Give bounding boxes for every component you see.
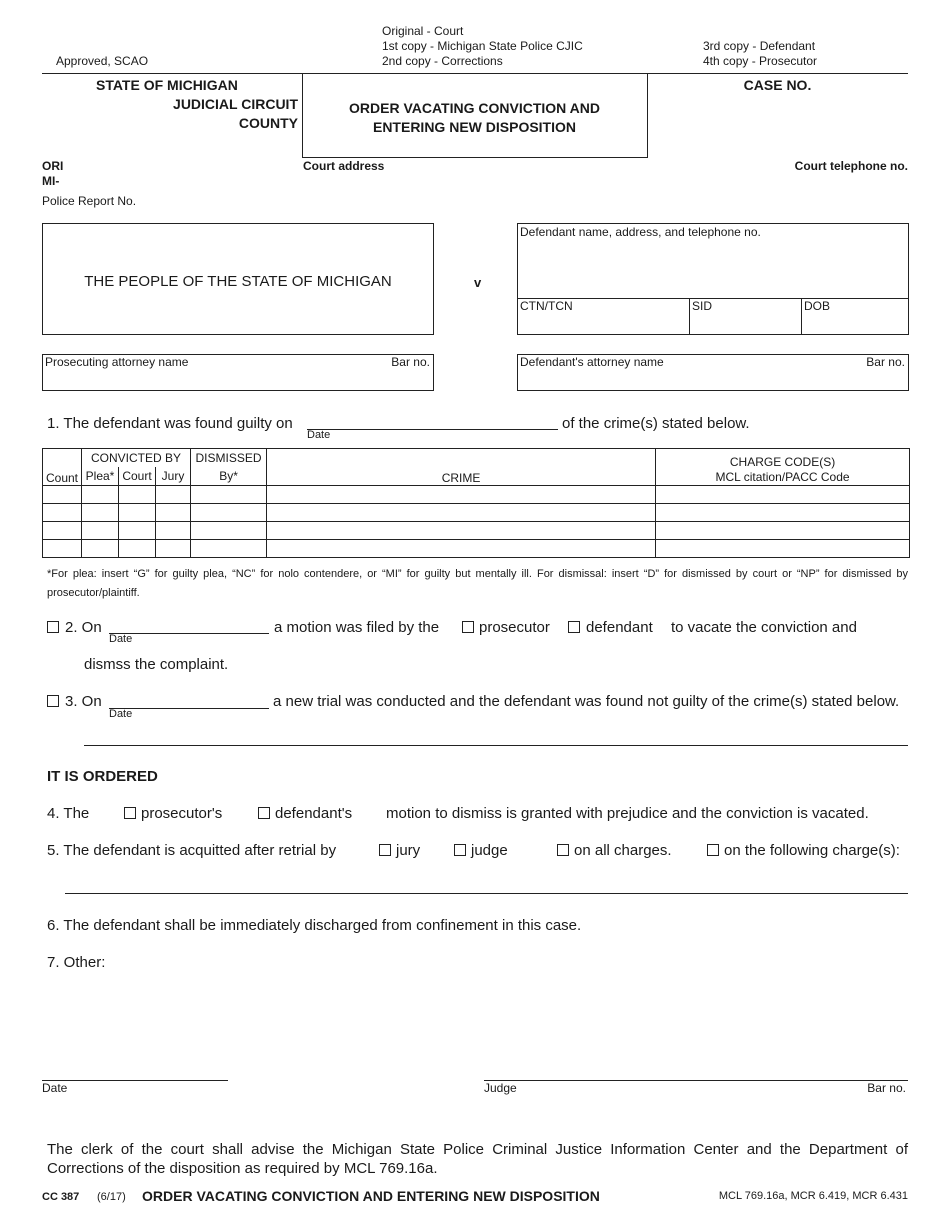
item4-prosecutor-label: prosecutor's xyxy=(141,805,223,822)
item5-charges-field[interactable] xyxy=(65,893,908,894)
col-charge-code: CHARGE CODE(S) xyxy=(729,455,836,469)
people-label: THE PEOPLE OF THE STATE OF MICHIGAN xyxy=(84,273,392,290)
item3-text: a new trial was conducted and the defendant was found not guilty of the crime(s) stated below. xyxy=(273,693,900,710)
item2-prosecutor-checkbox[interactable] xyxy=(462,621,474,633)
distribution-copy-1: 1st copy - Michigan State Police CJIC xyxy=(382,39,583,53)
col-by: By* xyxy=(219,469,238,483)
signature-date-field[interactable] xyxy=(42,1080,228,1081)
sid-label: SID xyxy=(692,299,713,313)
item5-judge-checkbox[interactable] xyxy=(454,844,466,856)
dob-label: DOB xyxy=(804,299,831,313)
item2-text2: to vacate the conviction and xyxy=(671,619,857,636)
people-box xyxy=(42,223,434,335)
item3-num: 3. On xyxy=(65,693,102,710)
distribution-original: Original - Court xyxy=(382,24,464,38)
ctn-label: CTN/TCN xyxy=(520,299,573,313)
item5-jury-checkbox[interactable] xyxy=(379,844,391,856)
distribution-copy-2: 2nd copy - Corrections xyxy=(382,54,503,68)
item2-date-field[interactable] xyxy=(109,633,269,634)
case-no-label: CASE NO. xyxy=(743,77,812,93)
prosecutor-box[interactable] xyxy=(42,354,434,391)
item2-prosecutor-label: prosecutor xyxy=(479,619,550,636)
ordered-heading: IT IS ORDERED xyxy=(47,768,158,785)
case-no-field[interactable] xyxy=(660,100,900,150)
item6-text: 6. The defendant shall be immediately discharged from confinement in this case. xyxy=(47,917,582,934)
table-row[interactable] xyxy=(43,486,910,504)
item5-jury-label: jury xyxy=(396,842,421,859)
item4-defendant-label: defendant's xyxy=(275,805,353,822)
defense-name-label: Defendant's attorney name xyxy=(520,355,664,369)
distribution-copy-3: 3rd copy - Defendant xyxy=(703,39,816,53)
item3-date-label: Date xyxy=(109,708,133,720)
item4-prosecutor-checkbox[interactable] xyxy=(124,807,136,819)
county-label: COUNTY xyxy=(238,115,298,131)
item3-crimes-field[interactable] xyxy=(84,745,908,746)
state-label: STATE OF MICHIGAN xyxy=(96,77,238,93)
item2-defendant-checkbox[interactable] xyxy=(568,621,580,633)
prosecutor-name-label: Prosecuting attorney name xyxy=(45,355,189,369)
judge-label: Judge xyxy=(484,1081,517,1095)
clerk-note: The clerk of the court shall advise the Michigan State Police Criminal Justice Information Center and the Department of Corrections of the disposition as required by MCL 769.16a. xyxy=(47,1141,908,1177)
judge-bar-label: Bar no. xyxy=(867,1081,906,1095)
footer-title: ORDER VACATING CONVICTION AND ENTERING NEW DISPOSITION xyxy=(142,1188,600,1204)
approved-text: Approved, SCAO xyxy=(56,54,149,68)
item5-all-charges-checkbox[interactable] xyxy=(557,844,569,856)
footer-citation: MCL 769.16a, MCR 6.419, MCR 6.431 xyxy=(718,1190,908,1202)
item1-date-label: Date xyxy=(307,429,331,441)
item5-following-checkbox[interactable] xyxy=(707,844,719,856)
defense-attorney-box[interactable] xyxy=(517,354,909,391)
crime-table xyxy=(42,448,910,558)
item1-text-after: of the crime(s) stated below. xyxy=(562,415,750,432)
item4-defendant-checkbox[interactable] xyxy=(258,807,270,819)
table-row[interactable] xyxy=(43,540,910,558)
table-footnote: *For plea: insert “G” for guilty plea, “NC” for nolo contendere, or “MI” for guilty but mentally ill. For dismissal: insert “D” for dismissed by court or “NP” for dismissed by prosecutor/plaintiff. xyxy=(47,568,908,599)
item3-date-field[interactable] xyxy=(109,708,269,709)
item2-text3: dismss the complaint. xyxy=(84,656,229,673)
item1-text: 1. The defendant was found guilty on xyxy=(47,415,293,432)
form-revision: (6/17) xyxy=(97,1191,126,1203)
item4-text: motion to dismiss is granted with prejudice and the conviction is vacated. xyxy=(386,805,869,822)
form-title-line1: ORDER VACATING CONVICTION AND xyxy=(349,100,600,116)
form-title-line2: ENTERING NEW DISPOSITION xyxy=(372,119,576,135)
col-plea: Plea* xyxy=(85,469,115,483)
ori-label: ORI xyxy=(42,159,64,173)
col-jury: Jury xyxy=(161,469,185,483)
signature-date-label: Date xyxy=(42,1081,68,1095)
item5-text: 5. The defendant is acquitted after retrial by xyxy=(47,842,337,859)
form-number: CC 387 xyxy=(42,1191,80,1203)
police-report-label: Police Report No. xyxy=(42,194,137,208)
col-crime: CRIME xyxy=(441,471,481,485)
defense-bar-label: Bar no. xyxy=(866,355,905,369)
item3-checkbox[interactable] xyxy=(47,695,59,707)
form-title xyxy=(302,99,647,137)
item7-text: 7. Other: xyxy=(47,954,106,971)
item2-text1: a motion was filed by the xyxy=(274,619,440,636)
distribution-copy-4: 4th copy - Prosecutor xyxy=(703,54,818,68)
col-mcl: MCL citation/PACC Code xyxy=(715,470,850,484)
circuit-label: JUDICIAL CIRCUIT xyxy=(173,96,298,112)
col-court: Court xyxy=(122,469,152,483)
item2-defendant-label: defendant xyxy=(586,619,653,636)
versus-label: v xyxy=(474,275,482,290)
item1-date-field[interactable] xyxy=(307,429,558,430)
col-count: Count xyxy=(45,471,79,485)
col-convicted-by: CONVICTED BY xyxy=(91,451,182,465)
defendant-label: Defendant name, address, and telephone no. xyxy=(520,225,761,239)
table-row[interactable] xyxy=(43,522,910,540)
item5-judge-label: judge xyxy=(471,842,508,859)
item2-checkbox[interactable] xyxy=(47,621,59,633)
table-row[interactable] xyxy=(43,504,910,522)
prosecutor-bar-label: Bar no. xyxy=(391,355,430,369)
court-address-label: Court address xyxy=(303,159,385,173)
distribution-list-left xyxy=(382,24,583,69)
mi-label: MI- xyxy=(42,174,60,188)
item2-num: 2. On xyxy=(65,619,102,636)
item5-all-charges-label: on all charges. xyxy=(574,842,672,859)
col-dismissed: DISMISSED xyxy=(195,451,262,465)
item4-num: 4. The xyxy=(47,805,90,822)
defendant-box[interactable] xyxy=(517,223,909,335)
item2-date-label: Date xyxy=(109,633,133,645)
item5-following-label: on the following charge(s): xyxy=(724,842,900,859)
court-telephone-label: Court telephone no. xyxy=(794,159,908,173)
item7-other-field[interactable] xyxy=(110,955,905,1055)
distribution-list-right xyxy=(703,39,817,69)
